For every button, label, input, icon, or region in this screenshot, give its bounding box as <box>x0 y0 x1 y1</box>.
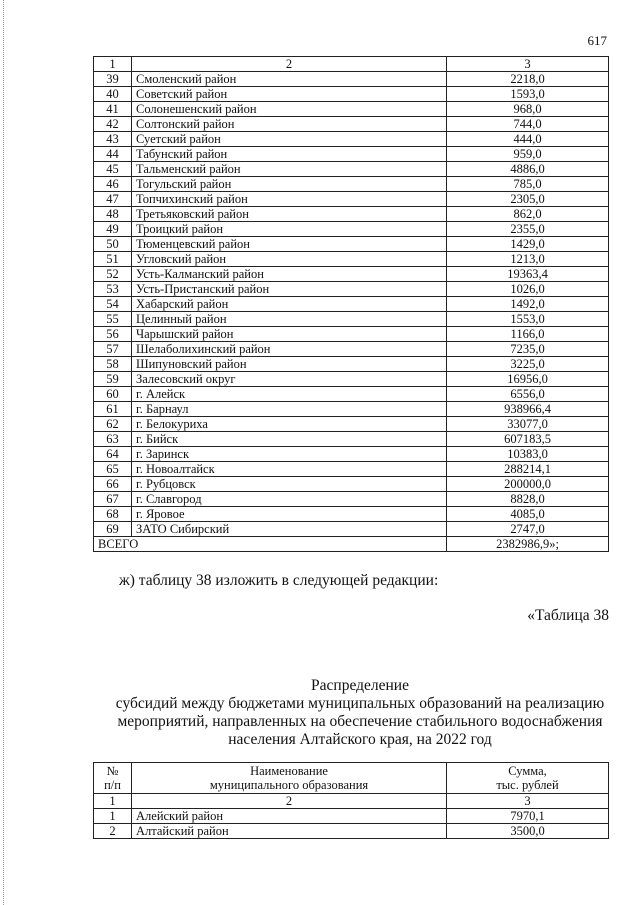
subsidy-amount: 1213,0 <box>447 252 609 267</box>
table-row <box>94 147 609 162</box>
total-row <box>94 537 609 552</box>
table-header-row <box>94 763 609 794</box>
subsidy-amount: 16956,0 <box>447 372 609 387</box>
municipality-name: Алтайский район <box>132 824 447 839</box>
municipality-name: Троицкий район <box>132 222 447 237</box>
municipality-name: г. Барнаул <box>132 402 447 417</box>
municipality-name: Шипуновский район <box>132 357 447 372</box>
table-row <box>94 522 609 537</box>
title-line: Распределение <box>311 677 409 694</box>
municipality-name: Солтонский район <box>132 117 447 132</box>
municipality-name: г. Яровое <box>132 507 447 522</box>
municipality-name: Солонешенский район <box>132 102 447 117</box>
row-number: 54 <box>94 297 132 312</box>
municipality-name: ЗАТО Сибирский <box>132 522 447 537</box>
table-row <box>94 192 609 207</box>
table-row <box>94 162 609 177</box>
subsidy-amount: 288214,1 <box>447 462 609 477</box>
row-number: 43 <box>94 132 132 147</box>
title-line: субсидий между бюджетами муниципальных образований на реализацию <box>115 695 605 712</box>
table-row <box>94 402 609 417</box>
subsidy-amount: 8828,0 <box>447 492 609 507</box>
subsidy-amount: 10383,0 <box>447 447 609 462</box>
row-number: 57 <box>94 342 132 357</box>
table-row <box>94 507 609 522</box>
header-number-line2: п/п <box>104 778 121 792</box>
subsidy-amount: 1553,0 <box>447 312 609 327</box>
row-number: 59 <box>94 372 132 387</box>
row-number: 2 <box>94 824 132 839</box>
table-header-row <box>94 57 609 72</box>
table-body <box>94 763 609 839</box>
table-row <box>94 417 609 432</box>
numbering-col-1: 1 <box>94 794 132 809</box>
subsidy-amount: 744,0 <box>447 117 609 132</box>
total-value: 2382986,9»; <box>447 537 609 552</box>
table-row <box>94 117 609 132</box>
municipality-name: г. Белокуриха <box>132 417 447 432</box>
row-number: 45 <box>94 162 132 177</box>
subsidy-amount: 200000,0 <box>447 477 609 492</box>
table-row <box>94 282 609 297</box>
table-row <box>94 102 609 117</box>
subsidy-amount: 862,0 <box>447 207 609 222</box>
municipality-name: Усть-Калманский район <box>132 267 447 282</box>
row-number: 56 <box>94 327 132 342</box>
subsidy-amount: 19363,4 <box>447 267 609 282</box>
municipality-name: Усть-Пристанский район <box>132 282 447 297</box>
numbering-col-3: 3 <box>447 794 609 809</box>
row-number: 41 <box>94 102 132 117</box>
row-number: 64 <box>94 447 132 462</box>
row-number: 67 <box>94 492 132 507</box>
row-number: 60 <box>94 387 132 402</box>
table-row <box>94 72 609 87</box>
subsidy-amount: 968,0 <box>447 102 609 117</box>
header-number <box>94 763 132 794</box>
subsidy-amount: 2305,0 <box>447 192 609 207</box>
table-row <box>94 177 609 192</box>
municipality-name: Советский район <box>132 87 447 102</box>
header-name-line1: Наименование <box>250 764 328 778</box>
column-numbering-row <box>94 794 609 809</box>
row-number: 50 <box>94 237 132 252</box>
subsidy-table-continued <box>93 56 609 552</box>
municipality-name: Смоленский район <box>132 72 447 87</box>
row-number: 49 <box>94 222 132 237</box>
numbering-col-2: 2 <box>132 794 447 809</box>
header-number-line1: № <box>106 764 119 778</box>
row-number: 46 <box>94 177 132 192</box>
subsidy-amount: 3225,0 <box>447 357 609 372</box>
row-number: 58 <box>94 357 132 372</box>
subsidy-amount: 6556,0 <box>447 387 609 402</box>
municipality-name: г. Бийск <box>132 432 447 447</box>
municipality-name: Целинный район <box>132 312 447 327</box>
total-label: ВСЕГО <box>94 537 447 552</box>
table-row <box>94 342 609 357</box>
table-row <box>94 267 609 282</box>
row-number: 51 <box>94 252 132 267</box>
row-number: 55 <box>94 312 132 327</box>
row-number: 39 <box>94 72 132 87</box>
subsidy-amount: 7970,1 <box>447 809 609 824</box>
header-sum-line2: тыс. рублей <box>496 778 559 792</box>
header-sum-line1: Сумма, <box>508 764 547 778</box>
row-number: 66 <box>94 477 132 492</box>
municipality-name: г. Алейск <box>132 387 447 402</box>
instruction-text: ж) таблицу 38 изложить в следующей редакции: <box>119 572 439 589</box>
row-number: 47 <box>94 192 132 207</box>
municipality-name: Тальменский район <box>132 162 447 177</box>
row-number: 1 <box>94 809 132 824</box>
subsidy-amount: 33077,0 <box>447 417 609 432</box>
subsidy-amount: 959,0 <box>447 147 609 162</box>
table-row <box>94 222 609 237</box>
table-row <box>94 312 609 327</box>
row-number: 62 <box>94 417 132 432</box>
table-row <box>94 809 609 824</box>
row-number: 61 <box>94 402 132 417</box>
table-row <box>94 327 609 342</box>
subsidy-amount: 1026,0 <box>447 282 609 297</box>
subsidy-amount: 2218,0 <box>447 72 609 87</box>
row-number: 65 <box>94 462 132 477</box>
municipality-name: Третьяковский район <box>132 207 447 222</box>
subsidy-amount: 938966,4 <box>447 402 609 417</box>
municipality-name: Шелаболихинский район <box>132 342 447 357</box>
table-row <box>94 297 609 312</box>
row-number: 42 <box>94 117 132 132</box>
page-number: 617 <box>587 33 607 48</box>
row-number: 40 <box>94 87 132 102</box>
subsidy-amount: 4085,0 <box>447 507 609 522</box>
header-col-1: 1 <box>94 57 132 72</box>
municipality-name: г. Рубцовск <box>132 477 447 492</box>
municipality-name: Табунский район <box>132 147 447 162</box>
row-number: 53 <box>94 282 132 297</box>
municipality-name: Топчихинский район <box>132 192 447 207</box>
table-body <box>94 57 609 552</box>
header-name-line2: муниципального образования <box>209 778 369 792</box>
row-number: 63 <box>94 432 132 447</box>
subsidy-amount: 607183,5 <box>447 432 609 447</box>
row-number: 68 <box>94 507 132 522</box>
distribution-title <box>95 677 625 749</box>
header-col-2: 2 <box>132 57 447 72</box>
page-edge-dots <box>3 0 5 905</box>
title-line: населения Алтайского края, на 2022 год <box>228 731 492 748</box>
table-row <box>94 492 609 507</box>
table-row <box>94 447 609 462</box>
municipality-name: г. Заринск <box>132 447 447 462</box>
table-row <box>94 357 609 372</box>
table-reference: «Таблица 38 <box>527 607 609 624</box>
municipality-name: Суетский район <box>132 132 447 147</box>
municipality-name: Тюменцевский район <box>132 237 447 252</box>
row-number: 52 <box>94 267 132 282</box>
municipality-name: Чарышский район <box>132 327 447 342</box>
subsidy-amount: 1429,0 <box>447 237 609 252</box>
table-row <box>94 372 609 387</box>
row-number: 48 <box>94 207 132 222</box>
municipality-name: г. Славгород <box>132 492 447 507</box>
subsidy-amount: 4886,0 <box>447 162 609 177</box>
row-number: 69 <box>94 522 132 537</box>
table-row <box>94 207 609 222</box>
subsidy-amount: 1492,0 <box>447 297 609 312</box>
water-supply-subsidy-table <box>93 762 609 839</box>
subsidy-amount: 1593,0 <box>447 87 609 102</box>
municipality-name: Алейский район <box>132 809 447 824</box>
header-col-3: 3 <box>447 57 609 72</box>
subsidy-amount: 3500,0 <box>447 824 609 839</box>
subsidy-amount: 785,0 <box>447 177 609 192</box>
header-sum <box>447 763 609 794</box>
subsidy-amount: 1166,0 <box>447 327 609 342</box>
title-line: мероприятий, направленных на обеспечение стабильного водоснабжения <box>117 713 603 730</box>
table-row <box>94 132 609 147</box>
municipality-name: Хабарский район <box>132 297 447 312</box>
subsidy-amount: 7235,0 <box>447 342 609 357</box>
municipality-name: Угловский район <box>132 252 447 267</box>
table-row <box>94 432 609 447</box>
subsidy-amount: 444,0 <box>447 132 609 147</box>
municipality-name: Тогульский район <box>132 177 447 192</box>
header-name <box>132 763 447 794</box>
table-row <box>94 462 609 477</box>
table-row <box>94 237 609 252</box>
table-row <box>94 252 609 267</box>
subsidy-amount: 2355,0 <box>447 222 609 237</box>
municipality-name: Залесовский округ <box>132 372 447 387</box>
municipality-name: г. Новоалтайск <box>132 462 447 477</box>
table-row <box>94 824 609 839</box>
table-row <box>94 87 609 102</box>
table-row <box>94 477 609 492</box>
subsidy-amount: 2747,0 <box>447 522 609 537</box>
table-row <box>94 387 609 402</box>
row-number: 44 <box>94 147 132 162</box>
